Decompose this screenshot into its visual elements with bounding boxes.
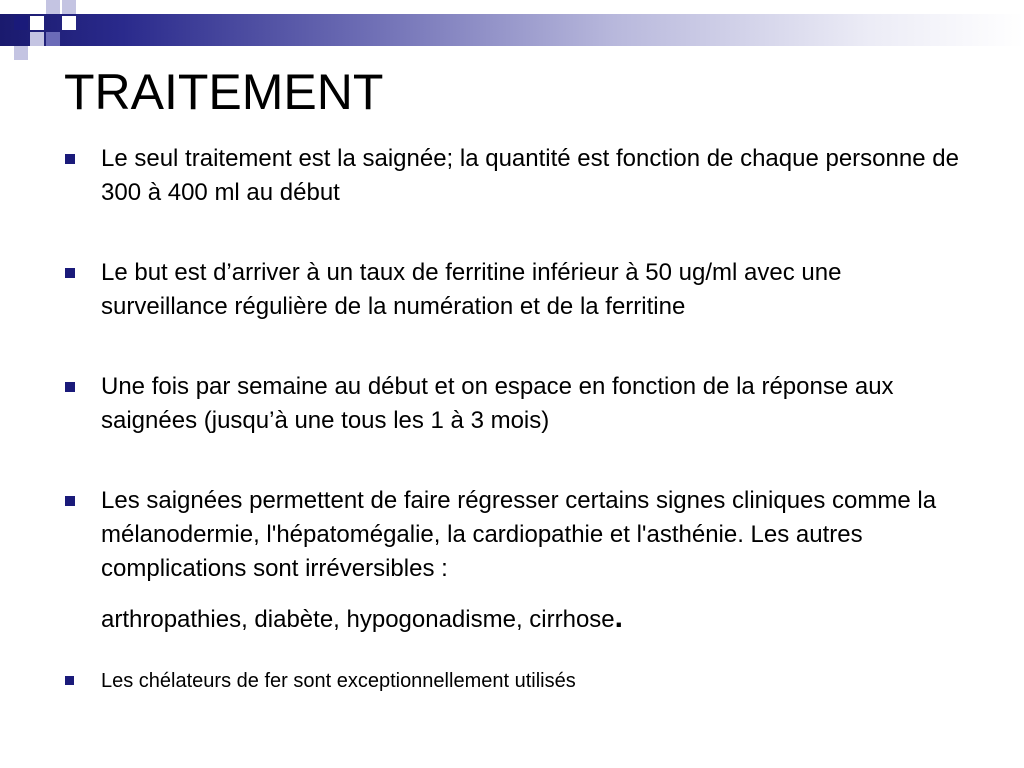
bullet-item [62,256,972,324]
slide-title: TRAITEMENT [64,64,384,120]
decor-square [62,16,76,30]
square-bullet-icon [65,154,75,164]
bullet-text: Les chélateurs de fer sont exceptionnellement utilisés [101,670,576,692]
bullet-item [62,370,972,438]
bullet-list [62,142,972,695]
decor-square [14,16,28,30]
bullet-item [62,667,972,695]
bullet-text: Le but est d’arriver à un taux de ferritine inférieur à 50 ug/ml avec une surveillance régulière de la numération et de la ferritine [101,259,842,320]
decor-square [62,0,76,14]
decor-square [14,46,28,60]
decor-square [46,0,60,14]
decor-square [46,32,60,46]
square-bullet-icon [65,268,75,278]
bullet-item [62,142,972,210]
bullet-text: Les saignées permettent de faire régresser certains signes cliniques comme la mélanodermie, l'hépatomégalie, la cardiopathie et l'asthénie. Les autres complications sont irréversibles : [101,487,937,582]
bullet-continuation-line [101,601,972,637]
decor-square [30,32,44,46]
bullet-item [62,484,972,637]
square-bullet-icon [65,676,74,685]
bullet-end-mark: . [614,601,623,634]
square-bullet-icon [65,496,75,506]
decor-square [30,16,44,30]
bullet-text: Le seul traitement est la saignée; la quantité est fonction de chaque personne de 300 à 400 ml au début [101,145,959,206]
square-bullet-icon [65,382,75,392]
bullet-continuation-text: arthropathies, diabète, hypogonadisme, cirrhose [101,606,615,633]
header-gradient-bar [0,14,1024,46]
bullet-text: Une fois par semaine au début et on espace en fonction de la réponse aux saignées (jusqu’à une tous les 1 à 3 mois) [101,373,894,434]
